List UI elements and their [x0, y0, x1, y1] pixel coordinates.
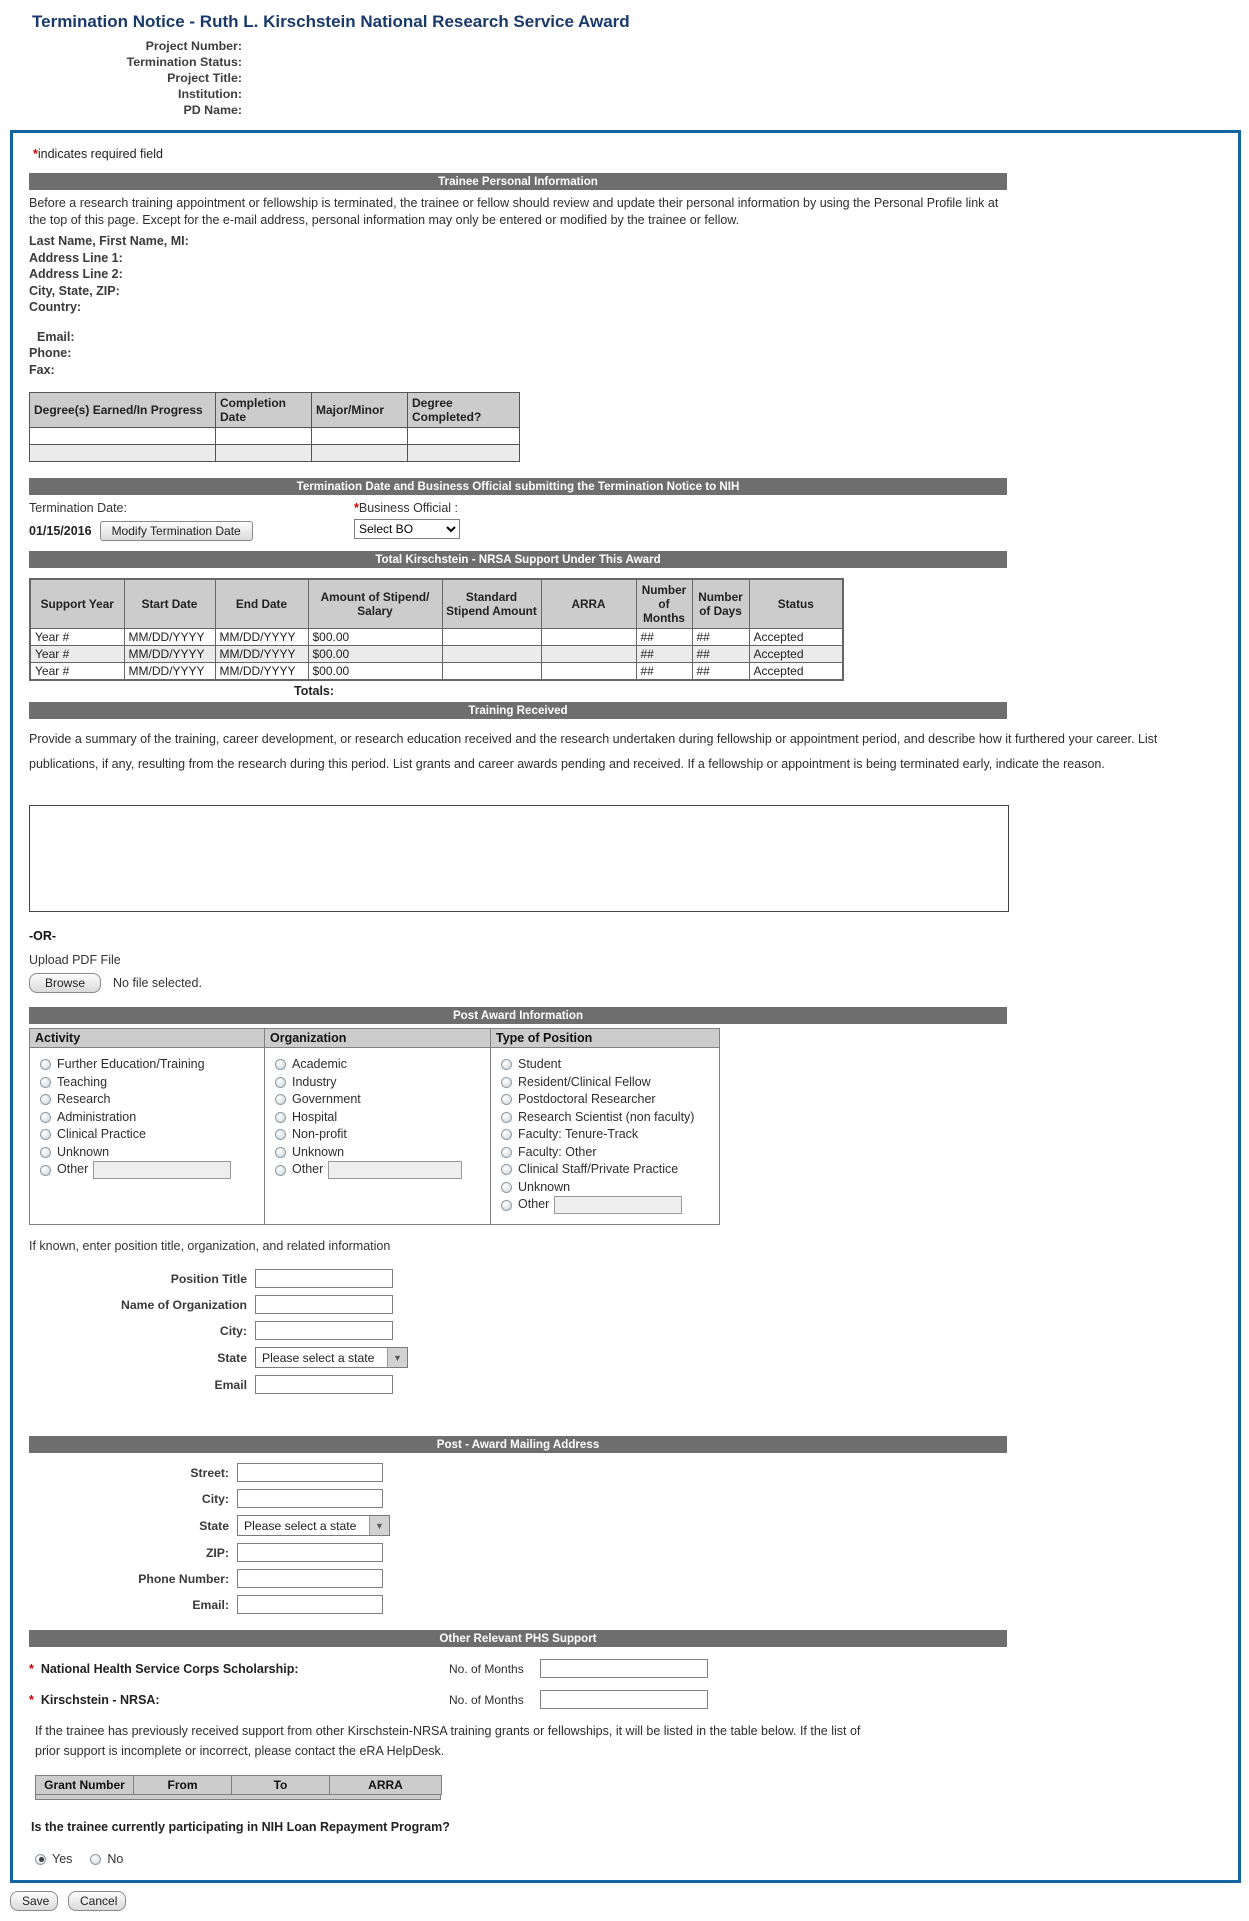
if-known-note: If known, enter position title, organization, and related information [29, 1239, 391, 1253]
chevron-down-icon[interactable]: ▼ [369, 1516, 389, 1535]
organization-other-input[interactable] [328, 1161, 462, 1179]
activity-radio-teaching[interactable] [40, 1077, 51, 1088]
organization-radio-hospital[interactable] [275, 1112, 286, 1123]
prior-support-note: If the trainee has previously received support from other Kirschstein-NRSA training grants or fellowships, it will be listed in the table below. If the list of prior support is incomplete or incorrect, please contact the eRA HelpDesk. [35, 1724, 861, 1758]
section-bar-post-award-information: Post Award Information [29, 1007, 1007, 1024]
nhsc-months-label: No. of Months [449, 1661, 524, 1676]
pd-name-label: PD Name: [183, 103, 242, 117]
support-col-standard-stipend: Standard Stipend Amount [442, 579, 541, 629]
org-name-input[interactable] [255, 1295, 393, 1314]
organization-radio-non-profit[interactable] [275, 1129, 286, 1140]
institution-label: Institution: [178, 87, 242, 101]
save-button[interactable]: Save [10, 1891, 58, 1911]
position-radio-student[interactable] [501, 1059, 512, 1070]
activity-radio-clinical-practice[interactable] [40, 1129, 51, 1140]
trainee-contact-labels [29, 329, 1222, 379]
degrees-col-major-minor: Major/Minor [312, 393, 408, 428]
mailing-city-input[interactable] [237, 1489, 383, 1508]
street-label: Street: [190, 1465, 229, 1480]
page-title: Termination Notice - Ruth L. Kirschstein National Research Service Award [32, 12, 630, 31]
street-input[interactable] [237, 1463, 383, 1482]
nrsa-months-input[interactable] [540, 1690, 708, 1709]
project-title-label: Project Title: [167, 71, 242, 85]
position-other-input[interactable] [554, 1196, 682, 1214]
chevron-down-icon[interactable]: ▼ [387, 1348, 407, 1367]
address1-label: Address Line 1: [29, 250, 123, 265]
degrees-row [30, 428, 520, 445]
cancel-button[interactable]: Cancel [68, 1891, 126, 1911]
loan-repayment-radios [35, 1852, 1222, 1866]
degrees-table [29, 392, 520, 462]
position-title-input[interactable] [255, 1269, 393, 1288]
upload-pdf-label: Upload PDF File [29, 953, 121, 967]
loan-repayment-question: Is the trainee currently participating in NIH Loan Repayment Program? [31, 1820, 450, 1834]
activity-radio-administration[interactable] [40, 1112, 51, 1123]
support-col-days: Number of Days [692, 579, 749, 629]
position-radio-postdoctoral-researcher[interactable] [501, 1094, 512, 1105]
loan-no-radio[interactable] [90, 1854, 101, 1865]
grant-col-arra: ARRA [330, 1776, 442, 1795]
position-radio-unknown[interactable] [501, 1182, 512, 1193]
organization-column: Organization Academic Industry Government Hospital Non-profit Unknown Other [265, 1028, 491, 1225]
project-summary [0, 38, 242, 118]
organization-radio-academic[interactable] [275, 1059, 286, 1070]
form-container [10, 130, 1241, 1883]
organization-radio-other[interactable] [275, 1165, 286, 1176]
mailing-email-label: Email: [192, 1597, 229, 1612]
activity-radio-research[interactable] [40, 1094, 51, 1105]
phone-number-label: Phone Number: [138, 1571, 229, 1586]
email-label: Email: [37, 329, 75, 344]
section-bar-phs-support: Other Relevant PHS Support [29, 1630, 1007, 1647]
section-bar-trainee-personal-information: Trainee Personal Information [29, 173, 1007, 190]
grant-col-from: From [134, 1776, 232, 1795]
support-col-months: Number of Months [636, 579, 692, 629]
position-state-select[interactable]: Please select a state ▼ [255, 1347, 408, 1368]
training-description: Provide a summary of the training, career development, or research education received and the research undertaken during fellowship or appointment period, and describe how it furthered your career. List publications, if any, resulting from the research during this period. List grants and career awards pending and received. If a fellowship or appointment is being terminated early, indicate the reason. [29, 732, 1158, 771]
termination-row [29, 501, 1222, 541]
position-email-input[interactable] [255, 1375, 393, 1394]
termination-date-value: 01/15/2016 [29, 524, 92, 538]
grant-col-number: Grant Number [36, 1776, 134, 1795]
training-summary-textarea[interactable] [29, 805, 1009, 912]
activity-radio-unknown[interactable] [40, 1147, 51, 1158]
nrsa-label: Kirschstein - NRSA: [40, 1692, 160, 1707]
prior-grants-table [35, 1775, 442, 1795]
name-label: Last Name, First Name, MI: [29, 234, 189, 248]
position-state-label: State [217, 1350, 247, 1365]
section-bar-training-received: Training Received [29, 702, 1007, 719]
mailing-state-select[interactable]: Please select a state ▼ [237, 1515, 390, 1536]
position-radio-research-scientist[interactable] [501, 1112, 512, 1123]
termination-date-label: Termination Date: [29, 501, 127, 515]
country-label: Country: [29, 300, 82, 314]
nhsc-months-input[interactable] [540, 1659, 708, 1678]
city-state-zip-label: City, State, ZIP: [29, 283, 120, 298]
trainee-description: Before a research training appointment or fellowship is terminated, the trainee or fellow should review and update their personal information by using the Personal Profile link at the top of this page. Except for the e-mail address, personal information may only be entered or modified by the trainee or fellow. [29, 196, 999, 227]
browse-button[interactable]: Browse [29, 973, 101, 993]
position-email-label: Email [214, 1377, 247, 1392]
post-award-columns [29, 1028, 1222, 1225]
business-official-asterisk: * [354, 501, 359, 515]
support-col-start: Start Date [124, 579, 215, 629]
degrees-col-completion-date: Completion Date [216, 393, 312, 428]
nhsc-label: National Health Service Corps Scholarship: [40, 1661, 299, 1676]
support-col-arra: ARRA [541, 579, 636, 629]
mailing-city-label: City: [201, 1491, 229, 1506]
zip-input[interactable] [237, 1543, 383, 1562]
type-of-position-header: Type of Position [491, 1029, 719, 1048]
org-name-label: Name of Organization [121, 1297, 247, 1312]
position-title-label: Position Title [170, 1271, 247, 1286]
required-note-text: indicates required field [37, 147, 163, 161]
required-asterisk: * [33, 147, 38, 161]
activity-header: Activity [30, 1029, 264, 1048]
phone-label: Phone: [29, 346, 72, 360]
nrsa-asterisk: * [29, 1692, 34, 1707]
position-radio-clinical-staff[interactable] [501, 1164, 512, 1175]
section-bar-mailing-address: Post - Award Mailing Address [29, 1436, 1007, 1453]
support-row: Year # MM/DD/YYYY MM/DD/YYYY $00.00 ## ## Accepted [30, 663, 843, 681]
degrees-row [30, 445, 520, 462]
position-radio-other[interactable] [501, 1200, 512, 1211]
mailing-email-input[interactable] [237, 1595, 383, 1614]
degrees-col-completed: Degree Completed? [408, 393, 520, 428]
activity-other-input[interactable] [93, 1161, 231, 1179]
no-file-selected-text: No file selected. [113, 976, 202, 990]
termination-status-label: Termination Status: [126, 55, 242, 69]
fax-label: Fax: [29, 362, 55, 377]
upload-row [29, 973, 1222, 993]
nhsc-asterisk: * [29, 1661, 34, 1676]
support-row: Year # MM/DD/YYYY MM/DD/YYYY $00.00 ## ## Accepted [30, 646, 843, 663]
activity-column: Activity Further Education/Training Teaching Research Administration Clinical Practice Unknown Other [29, 1028, 265, 1225]
type-of-position-column: Type of Position Student Resident/Clinical Fellow Postdoctoral Researcher Research Scientist (non faculty) Faculty: Tenure-Track Faculty: Other Clinical Staff/Private Practice Unknown Other [491, 1028, 720, 1225]
support-col-status: Status [749, 579, 843, 629]
business-official-select[interactable] [354, 519, 460, 539]
loan-yes-radio[interactable] [35, 1854, 46, 1865]
grant-col-to: To [232, 1776, 330, 1795]
phone-number-input[interactable] [237, 1569, 383, 1588]
address2-label: Address Line 2: [29, 267, 123, 281]
loan-no-label: No [107, 1852, 124, 1866]
mailing-state-label: State [199, 1518, 229, 1533]
project-number-label: Project Number: [145, 39, 242, 53]
organization-radio-government[interactable] [275, 1094, 286, 1105]
or-label: -OR- [29, 929, 57, 943]
position-radio-faculty-tenure-track[interactable] [501, 1129, 512, 1140]
organization-radio-unknown[interactable] [275, 1147, 286, 1158]
loan-yes-label: Yes [52, 1852, 73, 1866]
organization-radio-industry[interactable] [275, 1077, 286, 1088]
degrees-col-degree: Degree(s) Earned/In Progress [30, 393, 216, 428]
support-col-year: Support Year [30, 579, 124, 629]
modify-termination-date-button[interactable]: Modify Termination Date [100, 521, 253, 541]
grant-table-empty-row [35, 1795, 441, 1800]
position-city-label: City: [219, 1323, 247, 1338]
support-col-end: End Date [215, 579, 308, 629]
support-table [29, 578, 844, 681]
position-radio-faculty-other[interactable] [501, 1147, 512, 1158]
section-bar-termination-date: Termination Date and Business Official submitting the Termination Notice to NIH [29, 478, 1007, 495]
support-col-stipend: Amount of Stipend/ Salary [308, 579, 442, 629]
required-note [33, 147, 1222, 161]
section-bar-total-support: Total Kirschstein - NRSA Support Under This Award [29, 551, 1007, 568]
nrsa-months-label: No. of Months [449, 1692, 524, 1707]
business-official-label: *Business Official : [354, 501, 458, 515]
totals-label: Totals: [294, 684, 335, 698]
trainee-labels [29, 233, 1222, 316]
organization-header: Organization [265, 1029, 490, 1048]
footer-buttons [10, 1891, 1249, 1911]
position-city-input[interactable] [255, 1321, 393, 1340]
position-radio-resident-clinical-fellow[interactable] [501, 1077, 512, 1088]
zip-label: ZIP: [205, 1545, 229, 1560]
support-row: Year # MM/DD/YYYY MM/DD/YYYY $00.00 ## ## Accepted [30, 629, 843, 646]
activity-radio-other[interactable] [40, 1165, 51, 1176]
activity-radio-further-education[interactable] [40, 1059, 51, 1070]
